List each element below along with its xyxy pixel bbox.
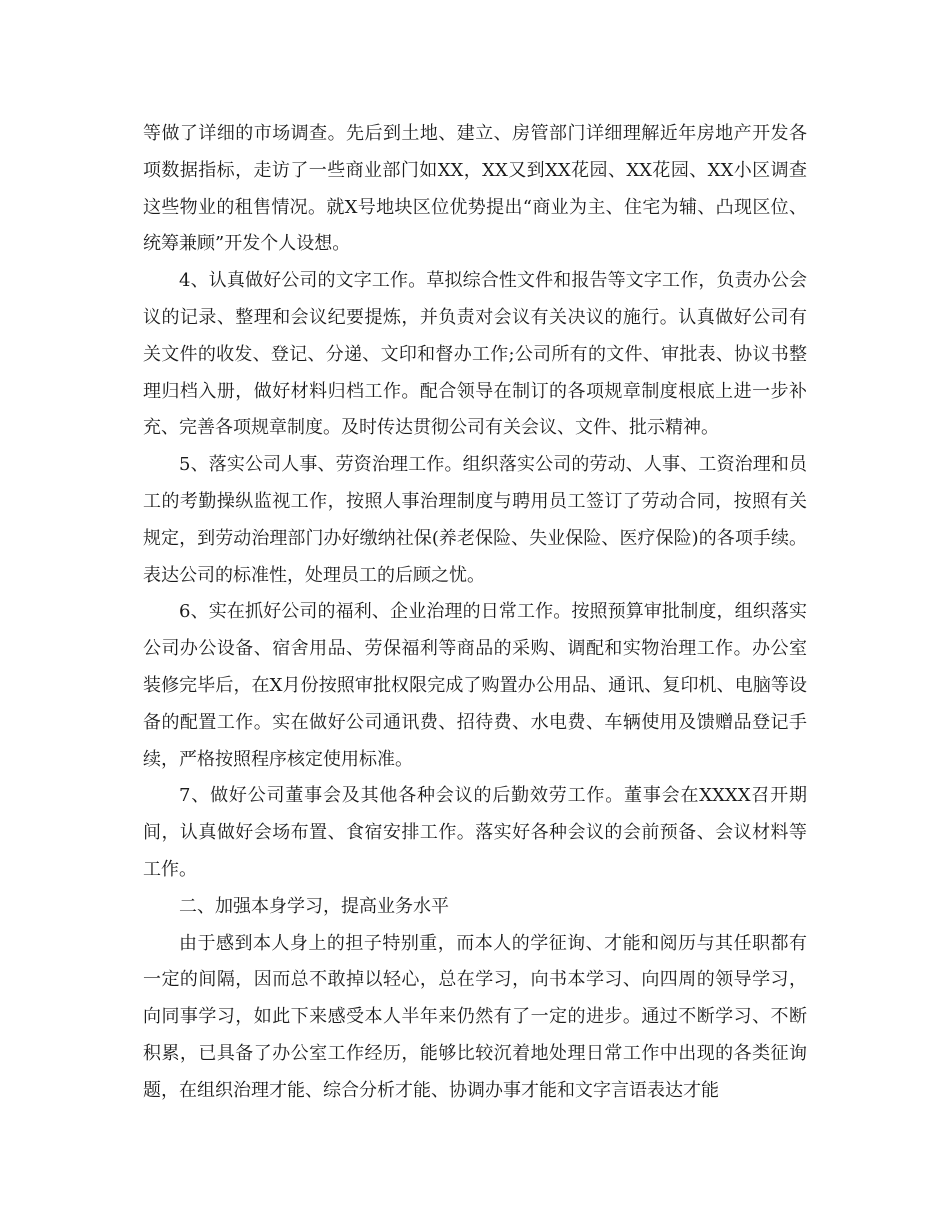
- paragraph-item-4: 4、认真做好公司的文字工作。草拟综合性文件和报告等文字工作，负责办公会议的记录、整理和会议纪要提炼，并负责对会议有关决议的施行。认真做好公司有关文件的收发、登记、分递、文印和督办工作;公司所有的文件、审批表、协议书整理归档入册，做好材料归档工作。配合领导在制订的各项规章制度根底上进一步补充、完善各项规章制度。及时传达贯彻公司有关会议、文件、批示精神。: [143, 270, 807, 439]
- paragraph-self-study: 由于感到本人身上的担子特别重，而本人的学征询、才能和阅历与其任职都有一定的间隔，因而总不敢掉以轻心，总在学习，向书本学习、向四周的领导学习，向同事学习，如此下来感受本人半年来仍然有了一定的进步。通过不断学习、不断积累，已具备了办公室工作经历，能够比较沉着地处理日常工作中出现的各类征询题，在组织治理才能、综合分析才能、协调办事才能和文字言语表达才能: [143, 932, 807, 1101]
- section-heading-self-study: 二、加强本身学习，提高业务水平: [179, 895, 449, 917]
- paragraph-item-7: 7、做好公司董事会及其他各种会议的后勤效劳工作。董事会在XXXX召开期间，认真做好会场布置、食宿安排工作。落实好各种会议的会前预备、会议材料等工作。: [143, 785, 807, 880]
- document-body: [143, 116, 807, 1110]
- paragraph-item-6: 6、实在抓好公司的福利、企业治理的日常工作。按照预算审批制度，组织落实公司办公设备、宿舍用品、劳保福利等商品的采购、调配和实物治理工作。办公室装修完毕后，在X月份按照审批权限完成了购置办公用品、通讯、复印机、电脑等设备的配置工作。实在做好公司通讯费、招待费、水电费、车辆使用及馈赠品登记手续，严格按照程序核定使用标准。: [143, 601, 807, 770]
- paragraph-item-5: 5、落实公司人事、劳资治理工作。组织落实公司的劳动、人事、工资治理和员工的考勤操纵监视工作，按照人事治理制度与聘用员工签订了劳动合同，按照有关规定，到劳动治理部门办好缴纳社保(养老保险、失业保险、医疗保险)的各项手续。表达公司的标准性，处理员工的后顾之忧。: [143, 454, 807, 586]
- paragraph-market-survey: 等做了详细的市场调查。先后到土地、建立、房管部门详细理解近年房地产开发各项数据指标，走访了一些商业部门如XX，XX又到XX花园、XX花园、XX小区调查这些物业的租售情况。就X号地块区位优势提出“商业为主、住宅为辅、凸现区位、统筹兼顾”开发个人设想。: [143, 123, 807, 255]
